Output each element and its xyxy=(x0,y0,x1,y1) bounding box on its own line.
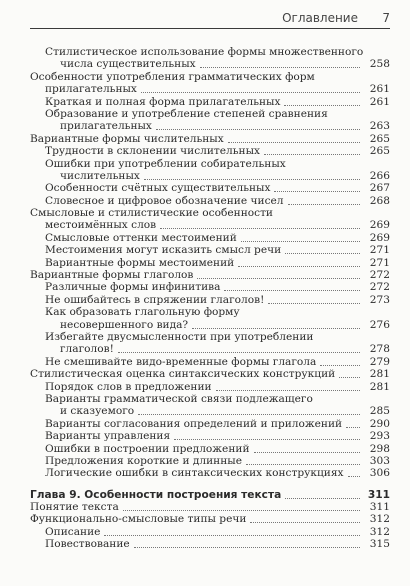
toc-entry-title: Стилистическая оценка синтаксических конструкций xyxy=(30,368,336,381)
toc-entry-title: глаголов! xyxy=(60,343,114,356)
toc-leader-dots xyxy=(285,241,360,254)
toc-entry-title: Не ошибайтесь в спряжении глаголов! xyxy=(45,293,265,306)
toc-leader-dots xyxy=(216,378,360,391)
toc-page-number: 276 xyxy=(369,318,390,331)
toc-entry[interactable] xyxy=(30,96,390,108)
page-header xyxy=(30,8,390,29)
toc-entry-title: Трудности в склонении числительных xyxy=(45,145,261,158)
toc-leader-dots xyxy=(254,440,360,453)
toc-page-number: 273 xyxy=(369,293,390,306)
toc-page-number: 272 xyxy=(369,281,390,294)
toc-entry[interactable] xyxy=(30,319,390,331)
toc-page-number: 272 xyxy=(369,269,390,282)
toc-leader-dots xyxy=(197,266,360,279)
toc-leader-dots xyxy=(348,464,360,477)
toc-leader-dots xyxy=(138,402,360,415)
toc-entry-title: Описание xyxy=(45,525,101,538)
toc-entry-title: Повествование xyxy=(45,538,130,551)
toc-page-number: 303 xyxy=(369,454,390,467)
toc-entry-title: Ошибки в построении предложений xyxy=(45,442,250,455)
toc-page-number: 306 xyxy=(369,467,390,480)
toc-page-number: 265 xyxy=(369,132,390,145)
toc-leader-dots xyxy=(320,353,360,366)
toc-page-number: 298 xyxy=(369,442,390,455)
toc-entry-title: местоимённых слов xyxy=(45,219,157,232)
toc-leader-dots xyxy=(274,179,360,192)
toc-entry-title: Словесное и цифровое обозначение чисел xyxy=(45,194,284,207)
toc-page-number: 266 xyxy=(369,169,390,182)
toc-entry-title: Глава 9. Особенности построения текста xyxy=(30,488,282,501)
page-number: 7 xyxy=(382,11,390,25)
toc-entry[interactable] xyxy=(30,455,390,467)
toc-entry-title: Ошибки при употреблении собирательных xyxy=(45,157,286,170)
toc-leader-dots xyxy=(224,278,360,291)
toc-leader-dots xyxy=(192,316,360,329)
toc-entry-title: Варианты грамматической связи подлежащего xyxy=(45,392,313,405)
toc-leader-dots xyxy=(200,55,360,68)
toc-leader-dots xyxy=(174,427,360,440)
toc-leader-dots xyxy=(144,167,360,180)
toc-page-number: 279 xyxy=(369,355,390,368)
toc-leader-dots xyxy=(123,498,360,511)
toc-page-number: 285 xyxy=(369,405,390,418)
toc-entry-title: числительных xyxy=(60,169,140,182)
toc-entry-title: Образование и употребление степеней сравнения xyxy=(45,107,328,120)
toc-leader-dots xyxy=(284,93,360,106)
toc-page-number: 263 xyxy=(369,120,390,133)
toc-page-number: 268 xyxy=(369,194,390,207)
toc-entry-title: Смысловые и стилистические особенности xyxy=(30,207,273,220)
toc-entry-title: Вариантные формы местоимений xyxy=(45,256,235,269)
toc-leader-dots xyxy=(346,415,360,428)
toc-leader-dots xyxy=(104,523,360,536)
toc-entry[interactable] xyxy=(30,58,390,70)
toc-entry-title: Местоимения могут исказить смысл речи xyxy=(45,244,282,257)
toc-entry-title: Смысловые оттенки местоимений xyxy=(45,231,237,244)
running-title: Оглавление xyxy=(282,11,358,25)
toc-page-number: 312 xyxy=(369,525,390,538)
toc-page-number: 258 xyxy=(369,58,390,71)
toc-entry[interactable] xyxy=(30,356,390,368)
toc-page-number: 269 xyxy=(369,231,390,244)
toc-leader-dots xyxy=(228,130,360,143)
toc-entry-title: Не смешивайте видо-временные формы глагола xyxy=(45,355,317,368)
toc-entry[interactable] xyxy=(30,294,390,306)
table-of-contents xyxy=(30,46,390,551)
toc-leader-dots xyxy=(241,229,360,242)
toc-entry-title: Особенности употребления грамматических форм xyxy=(30,70,315,83)
toc-page-number: 265 xyxy=(369,145,390,158)
toc-page-number: 311 xyxy=(369,501,390,514)
toc-entry-title: прилагательных xyxy=(45,83,137,96)
toc-entry-title: Вариантные формы глаголов xyxy=(30,269,194,282)
toc-leader-dots xyxy=(134,535,360,548)
toc-entry[interactable] xyxy=(30,145,390,157)
toc-entry-title: Избегайте двусмысленности при употреблении xyxy=(45,330,314,343)
toc-leader-dots xyxy=(264,142,360,155)
toc-leader-dots xyxy=(339,365,360,378)
toc-page-number: 290 xyxy=(369,417,390,430)
toc-entry[interactable] xyxy=(30,467,390,479)
toc-page-number: 269 xyxy=(369,219,390,232)
toc-entry-title: Порядок слов в предложении xyxy=(45,380,212,393)
toc-leader-dots xyxy=(250,510,360,523)
toc-page-number: 281 xyxy=(369,368,390,381)
toc-page-number: 278 xyxy=(369,343,390,356)
toc-leader-dots xyxy=(141,80,360,93)
toc-page-number: 261 xyxy=(369,83,390,96)
toc-page-number: 281 xyxy=(369,380,390,393)
toc-entry-title: Логические ошибки в синтаксических конструкциях xyxy=(45,467,344,480)
toc-entry-title: Варианты управления xyxy=(45,430,171,443)
toc-entry-title: Функционально-смысловые типы речи xyxy=(30,513,247,526)
toc-page-number: 261 xyxy=(369,95,390,108)
toc-entry-title: Предложения короткие и длинные xyxy=(45,454,243,467)
toc-entry-title: числа существительных xyxy=(60,58,196,71)
toc-entry-title: прилагательных xyxy=(60,120,152,133)
toc-leader-dots xyxy=(288,192,360,205)
toc-entry-title: Краткая и полная форма прилагательных xyxy=(45,95,281,108)
toc-entry-title: Как образовать глагольную форму xyxy=(45,306,240,319)
toc-entry-title: и сказуемого xyxy=(60,405,135,418)
toc-entry-title: несовершенного вида? xyxy=(60,318,189,331)
toc-leader-dots xyxy=(156,117,360,130)
toc-page-number: 271 xyxy=(369,244,390,257)
toc-entry[interactable] xyxy=(30,538,390,550)
toc-entry[interactable] xyxy=(30,381,390,393)
toc-leader-dots xyxy=(268,291,360,304)
toc-page-number: 293 xyxy=(369,430,390,443)
toc-entry-title: Стилистическое использование формы множественного xyxy=(45,46,364,58)
toc-leader-dots xyxy=(238,254,360,267)
toc-entry[interactable] xyxy=(30,405,390,417)
toc-page-number: 312 xyxy=(369,513,390,526)
toc-page-number: 271 xyxy=(369,256,390,269)
toc-page-number: 311 xyxy=(367,488,390,501)
toc-entry-title: Понятие текста xyxy=(30,501,119,514)
toc-entry[interactable] xyxy=(30,195,390,207)
toc-entry-title: Особенности счётных существительных xyxy=(45,182,271,195)
toc-leader-dots xyxy=(285,486,360,499)
toc-entry-title: Варианты согласования определений и приложений xyxy=(45,417,343,430)
toc-leader-dots xyxy=(160,216,360,229)
toc-leader-dots xyxy=(118,340,360,353)
toc-leader-dots xyxy=(246,452,360,465)
toc-page-number: 315 xyxy=(369,538,390,551)
toc-page-number: 267 xyxy=(369,182,390,195)
toc-entry-title: Вариантные формы числительных xyxy=(30,132,224,145)
toc-entry-title: Различные формы инфинитива xyxy=(45,281,221,294)
